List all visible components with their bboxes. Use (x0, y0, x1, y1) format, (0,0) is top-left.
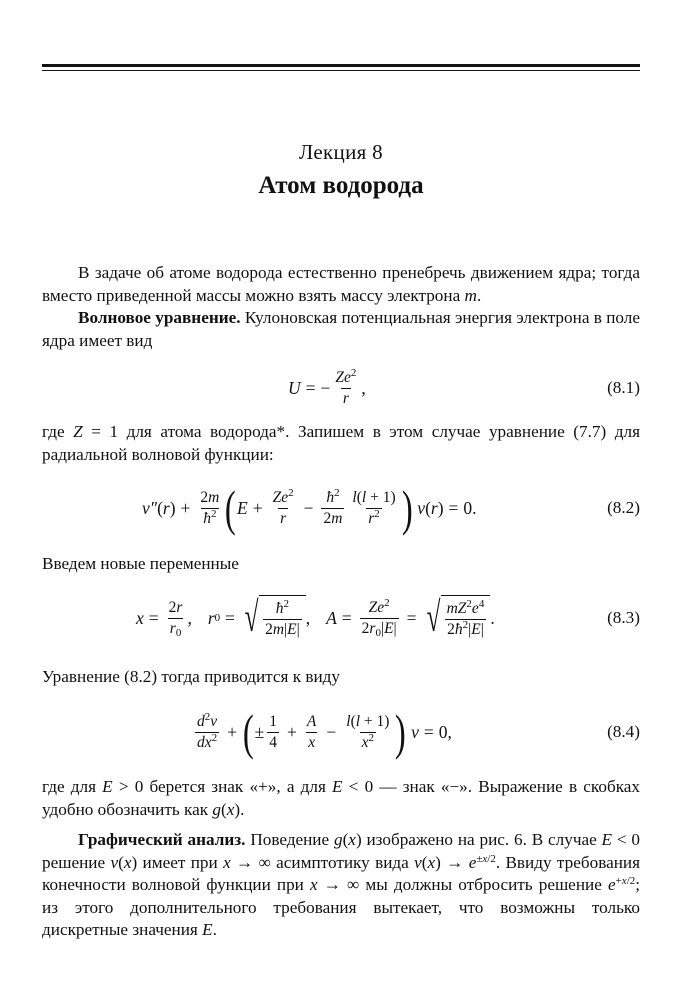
paragraph-graphical-analysis: Графический анализ. Поведение g(x) изображено на рис. 6. В случае E < 0 решение v(x) имеет при x → ∞ асимптотику вида $v(x) \to e^{\pm x/2}$. Ввиду требования конечности волновой функции при x → ∞ мы должны отбросить решение $e^{+x/2}$; из этого дополнительного требования вытекает, что возможны только дискретные значения E. (42, 830, 641, 939)
equation-number: (8.4) (607, 722, 640, 741)
formula-8-3: x = $\frac{2r}{r_0}$ , r 0 = √ $\frac{ħ^2}{2m|E|}$ , A = $\frac{Ze^2}{2r_0|E|}$ = √ $\frac{mZ^2e^4}{2ħ^2|E|}$ . (136, 595, 495, 641)
header-rule-thin (42, 70, 640, 71)
lecture-title: Атом водорода (258, 172, 424, 199)
equation-number: (8.3) (607, 608, 640, 627)
header-rule-thick (42, 64, 640, 67)
formula-8-1: U = − $\frac{Ze^2}{r}$ , (288, 366, 366, 407)
equation-8-1 (42, 348, 640, 428)
paragraph-reduced: Уравнение (8.2) тогда приводится к виду (42, 667, 340, 686)
lecture-label: Лекция 8 (299, 140, 383, 164)
equation-8-3 (42, 578, 640, 658)
formula-8-4: $\frac{d^2v}{dx^2}$ + ( ± $\frac{1}{4}$ + $\frac{A}{x}$ − $\frac{l(l + 1)}{x^2}$ ) v = 0, (197, 704, 452, 760)
section-heading-graphical-analysis: Графический анализ. (78, 830, 246, 849)
equation-number: (8.2) (607, 498, 640, 517)
equation-number: (8.1) (607, 378, 640, 397)
paragraph-wave-equation: Волновое уравнение. Кулоновская потенциальная энергия электрона в поле ядра имеет вид (42, 308, 641, 350)
paragraph-radial: где Z = 1 для атома водорода*. Запишем в этом случае уравнение (7.7) для радиальной волновой функции: (42, 422, 640, 464)
section-heading-wave-equation: Волновое уравнение. (78, 308, 241, 327)
paragraph-new-variables: Введем новые переменные (42, 554, 239, 573)
paragraph-intro: В задаче об атоме водорода естественно пренебречь движением ядра; тогда вместо приведенной массы можно взять массу электрона m. (42, 263, 640, 305)
equation-8-4 (42, 692, 640, 772)
equation-8-2 (42, 468, 640, 548)
paragraph-sign: где для E > 0 берется знак «+», а для E < 0 — знак «−». Выражение в скобках удобно обозначить как g(x). (42, 777, 641, 819)
formula-8-2: v″ ( r ) + $\frac{2m}{ħ^2}$ ( E + $\frac{Ze^2}{r}$ − $\frac{ħ^2}{2m}$ $\frac{l(l + 1)}{r^2}$ ) v ( r ) = 0. (142, 480, 477, 536)
